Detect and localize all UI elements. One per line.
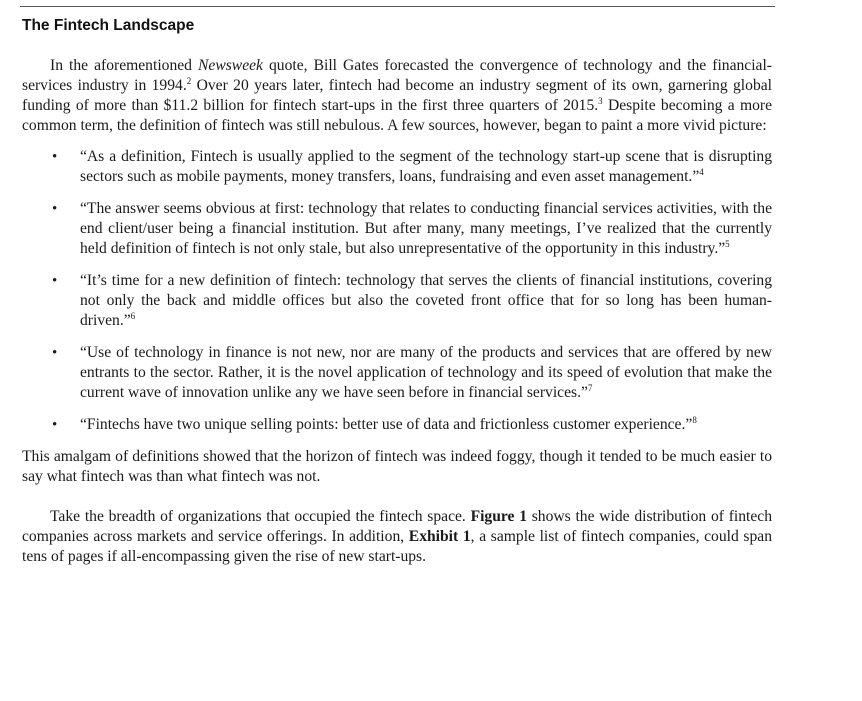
section-heading: The Fintech Landscape: [22, 17, 195, 34]
footnote-ref: 8: [692, 415, 697, 425]
definition-item: [22, 343, 772, 403]
bullet-icon: •: [52, 149, 58, 165]
footnote-ref: 6: [130, 311, 136, 321]
intro-paragraph: In the aforementioned Newsweek quote, Bill Gates forecasted the convergence of technology and the financial-services industry in 1994.$^2$ Over 20 years later, fintech had become an industry segment of its own, garnering global funding of more than $11.2 billion for fintech start-ups in the first three quarters of 2015.$^3$ Despite becoming a more common term, the definition of fintech was still nebulous. A few sources, however, began to paint a more vivid picture:: [22, 57, 772, 134]
footnote-ref: 4: [699, 167, 704, 177]
footnote-ref: 7: [587, 383, 593, 393]
definition-item: [22, 415, 772, 435]
amalgam-paragraph: This amalgam of definitions showed that the horizon of fintech was indeed foggy, though it tended to be much easier to say what fintech was than what fintech was not.: [22, 448, 772, 485]
definition-quote: “The answer seems obvious at first: technology that relates to conducting financial services activities, with the end client/user being a financial institution. But after many, many meetings, I’ve realized that the currently held definition of fintech is not only stale, but also unrepresentative of the opportunity in this industry.”: [80, 200, 772, 257]
definition-item: [22, 271, 772, 331]
document-body: [22, 56, 772, 567]
exhibit-reference: Exhibit 1: [408, 528, 471, 545]
definition-quote: “Fintechs have two unique selling points: better use of data and frictionless customer experience.”: [80, 416, 693, 433]
definition-quote: “Use of technology in finance is not new, nor are many of the products and services that are offered by new entrants to the sector. Rather, it is the novel application of technology and its speed of evolution that make the current wave of innovation unlike any we have seen before in financial services.”: [80, 344, 772, 401]
closing-paragraph: Take the breadth of organizations that occupied the fintech space. Figure 1 shows the wide distribution of fintech companies across markets and service offerings. In addition, Exhibit 1, a sample list of fintech companies, could span tens of pages if all-encompassing given the rise of new start-ups.: [22, 508, 773, 565]
top-rule: [20, 6, 775, 7]
footnote-ref: 2: [186, 76, 192, 86]
definition-item: [22, 199, 772, 259]
footnote-ref: 3: [598, 96, 603, 106]
bullet-icon: •: [52, 201, 58, 217]
definition-item: [22, 147, 772, 187]
footnote-ref: 5: [725, 239, 730, 249]
bullet-icon: •: [52, 417, 58, 433]
newsweek-source: Newsweek: [198, 57, 263, 74]
definition-list: [22, 147, 772, 435]
bullet-icon: •: [52, 273, 58, 289]
definition-quote: “As a definition, Fintech is usually applied to the segment of the technology start-up scene that is disrupting sectors such as mobile payments, money transfers, loans, fundraising and even asset management.”: [80, 148, 772, 185]
bullet-icon: •: [52, 345, 58, 361]
definition-quote: “It’s time for a new definition of fintech: technology that serves the clients of financial institutions, covering not only the back and middle offices but also the coveted front office that for so long has been human-driven.”: [80, 272, 772, 329]
figure-reference: Figure 1: [470, 508, 527, 525]
